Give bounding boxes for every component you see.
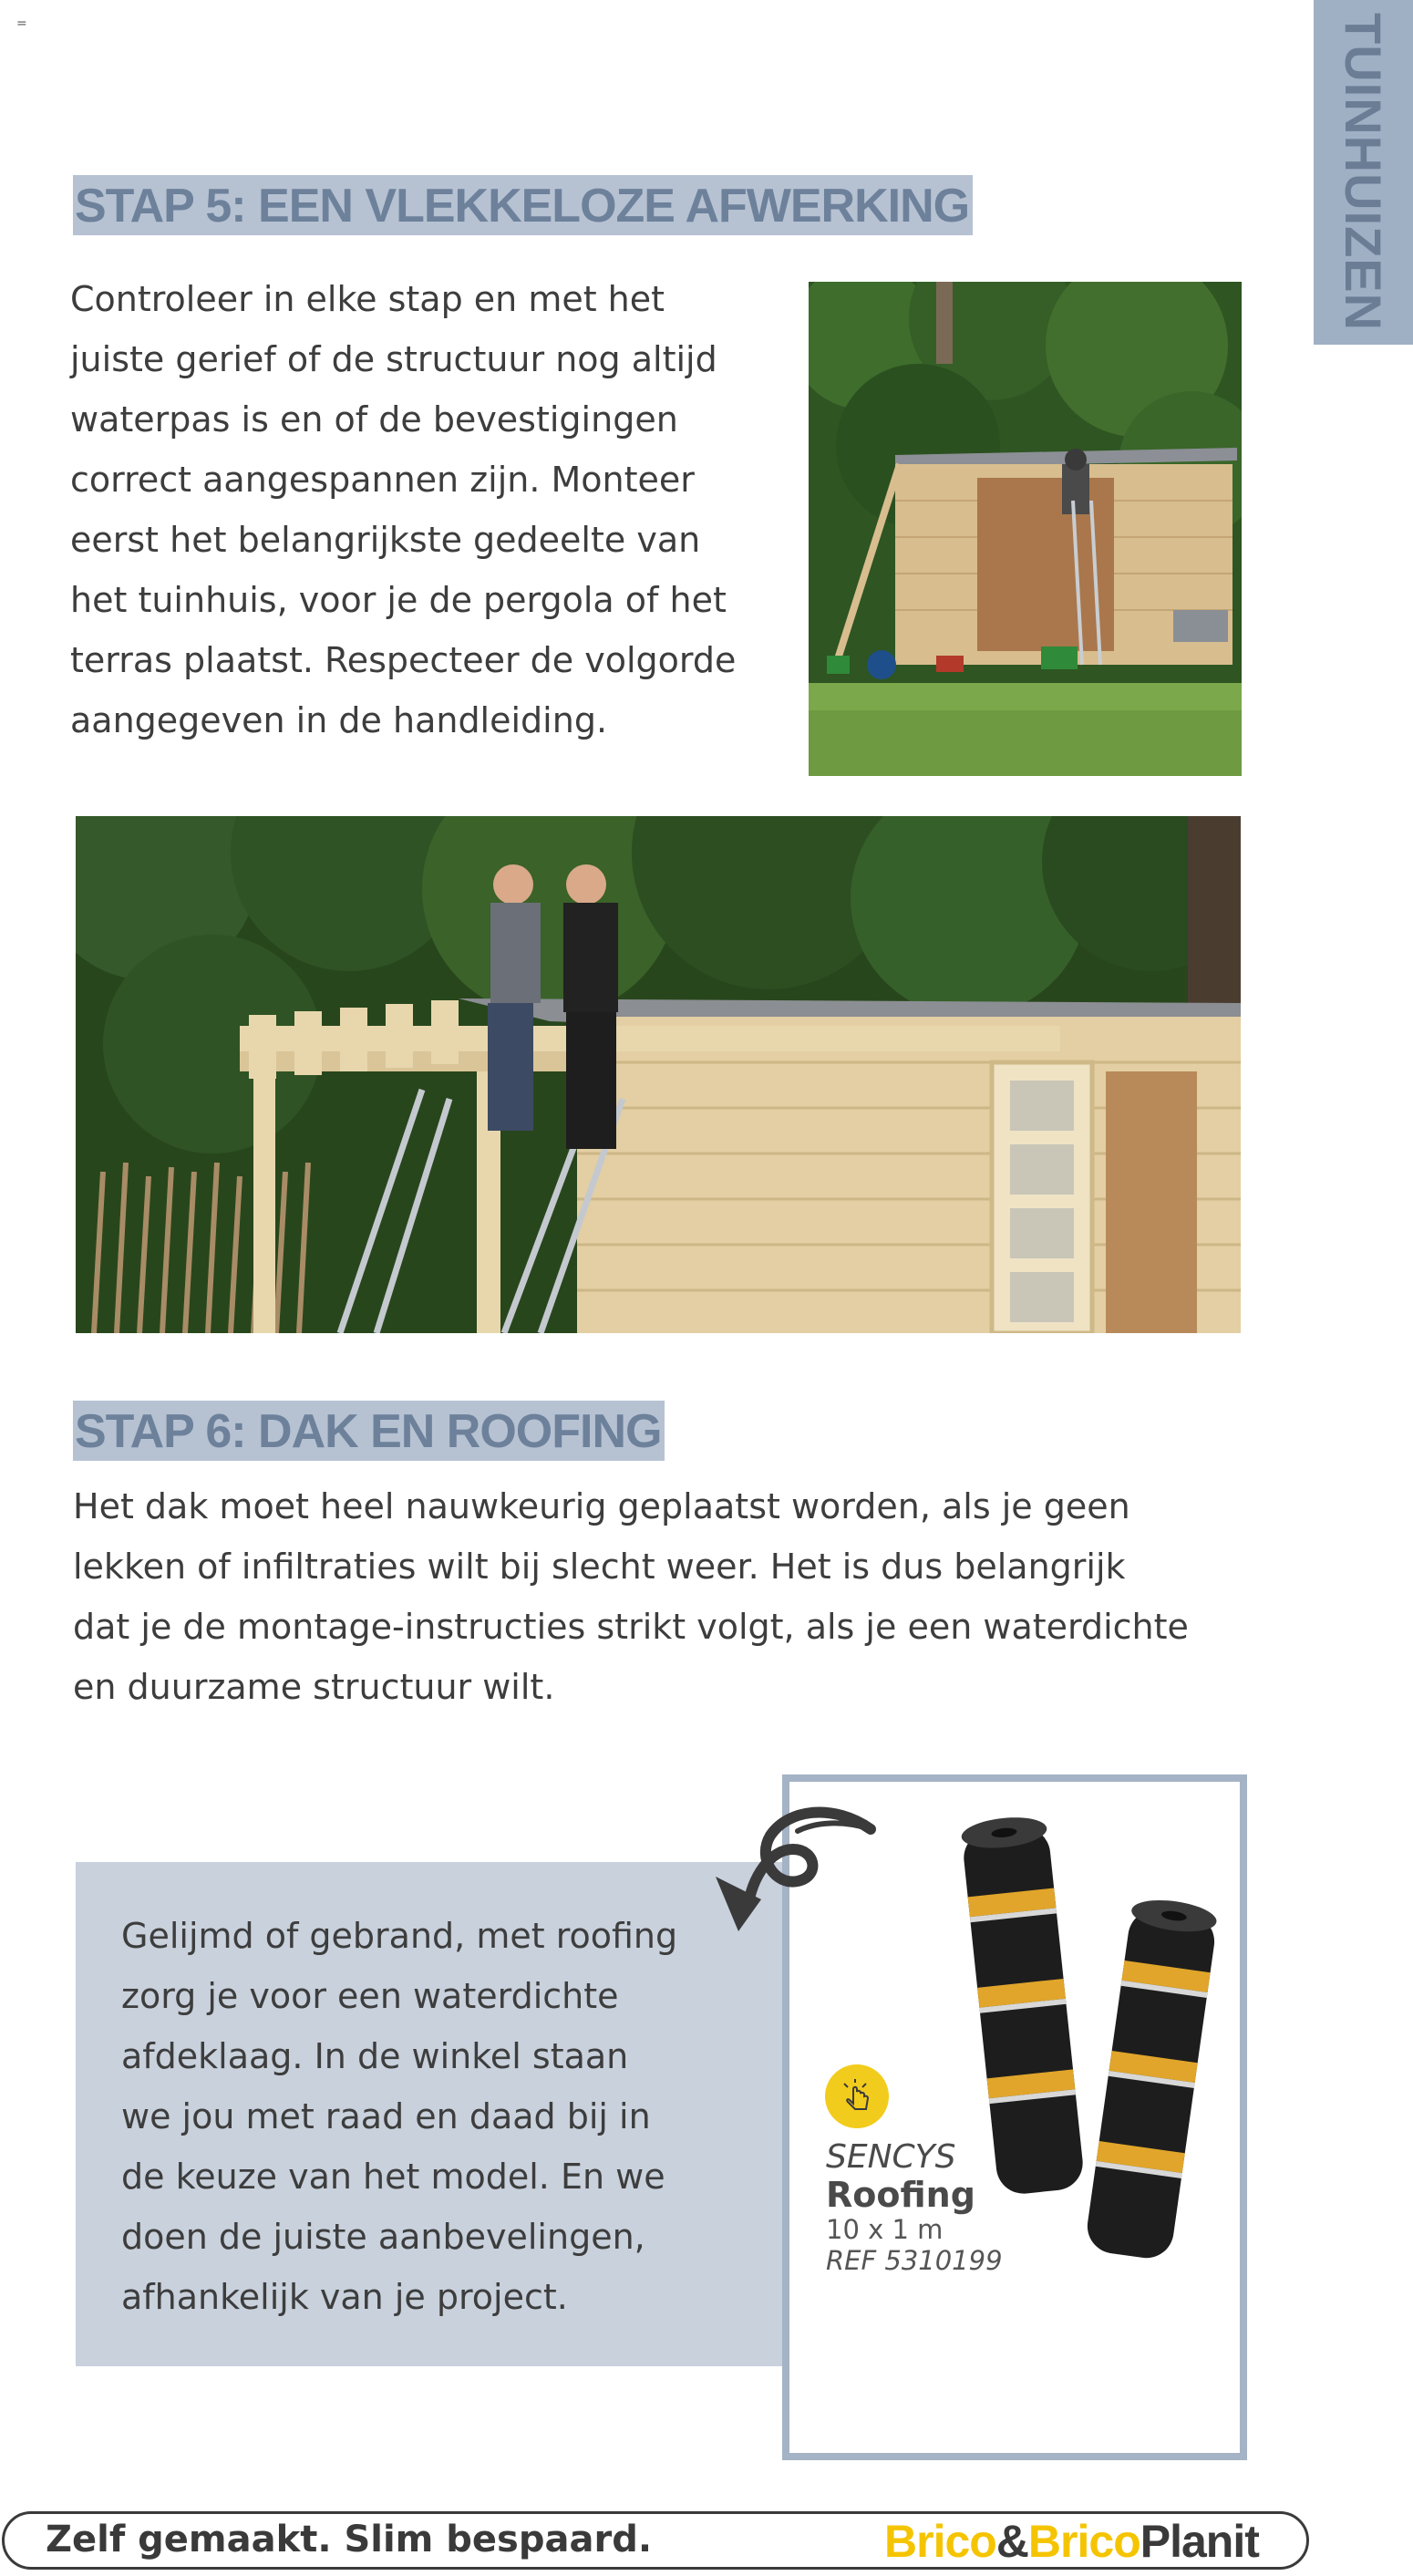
text-line: Controleer in elke stap en met het <box>70 279 665 319</box>
text-line: waterpas is en of de bevestigingen <box>70 399 678 440</box>
text-line: dat je de montage-instructies strikt volgt, als je een waterdichte <box>73 1607 1189 1647</box>
text-line: eerst het belangrijkste gedeelte van <box>70 520 701 560</box>
text-line: aangegeven in de handleiding. <box>70 700 608 740</box>
text-line: en duurzame structuur wilt. <box>73 1667 555 1707</box>
curly-arrow-icon <box>706 1804 880 1940</box>
text-line: de keuze van het model. En we <box>121 2157 665 2197</box>
corner-mark: = <box>16 16 27 31</box>
roofing-rolls-image <box>939 1810 1222 2266</box>
tip-box-text <box>121 1906 741 2327</box>
text-line: zorg je voor een waterdichte <box>121 1976 619 2016</box>
text-line: juiste gerief of de structuur nog altijd <box>70 339 717 379</box>
text-line: afdeklaag. In de winkel staan <box>121 2036 629 2076</box>
text-line: terras plaatst. Respecteer de volgorde <box>70 640 737 680</box>
product-ref: REF 5310199 <box>826 2245 1003 2276</box>
text-line: Het dak moet heel nauwkeurig geplaatst worden, als je geen <box>73 1486 1130 1526</box>
text-line: Gelijmd of gebrand, met roofing <box>121 1916 678 1956</box>
product-name: Roofing <box>826 2175 975 2215</box>
side-tab <box>1314 0 1413 345</box>
logo-part-brico: Brico <box>884 2516 996 2567</box>
text-line: lekken of infiltraties wilt bij slecht weer. Het is dus belangrijk <box>73 1547 1126 1587</box>
step6-paragraph <box>73 1476 1285 1717</box>
text-line: het tuinhuis, voor je de pergola of het <box>70 580 727 620</box>
side-tab-label: TUINHUIZEN <box>1335 13 1392 332</box>
step6-heading: STAP 6: DAK EN ROOFING <box>73 1401 665 1461</box>
text-line: correct aangespannen zijn. Monteer <box>70 460 695 500</box>
footer-slogan: Zelf gemaakt. Slim bespaard. <box>46 2519 653 2560</box>
product-dimensions: 10 x 1 m <box>826 2214 944 2245</box>
logo-ampersand: & <box>995 2516 1028 2567</box>
text-line: afhankelijk van je project. <box>121 2277 568 2317</box>
logo-part-brico-2: Brico <box>1027 2516 1140 2567</box>
shed-assembly-photo <box>809 282 1242 776</box>
step5-paragraph <box>70 269 799 750</box>
brico-logo[interactable] <box>884 2515 1259 2568</box>
text-line: doen de juiste aanbevelingen, <box>121 2217 645 2257</box>
product-brand: SENCYS <box>826 2138 956 2176</box>
logo-part-planit: Planit <box>1140 2516 1259 2567</box>
tap-hand-icon <box>825 2064 889 2128</box>
step5-heading: STAP 5: EEN VLEKKELOZE AFWERKING <box>73 175 973 235</box>
text-line: we jou met raad en daad bij in <box>121 2096 651 2136</box>
roof-installation-photo <box>76 816 1241 1333</box>
